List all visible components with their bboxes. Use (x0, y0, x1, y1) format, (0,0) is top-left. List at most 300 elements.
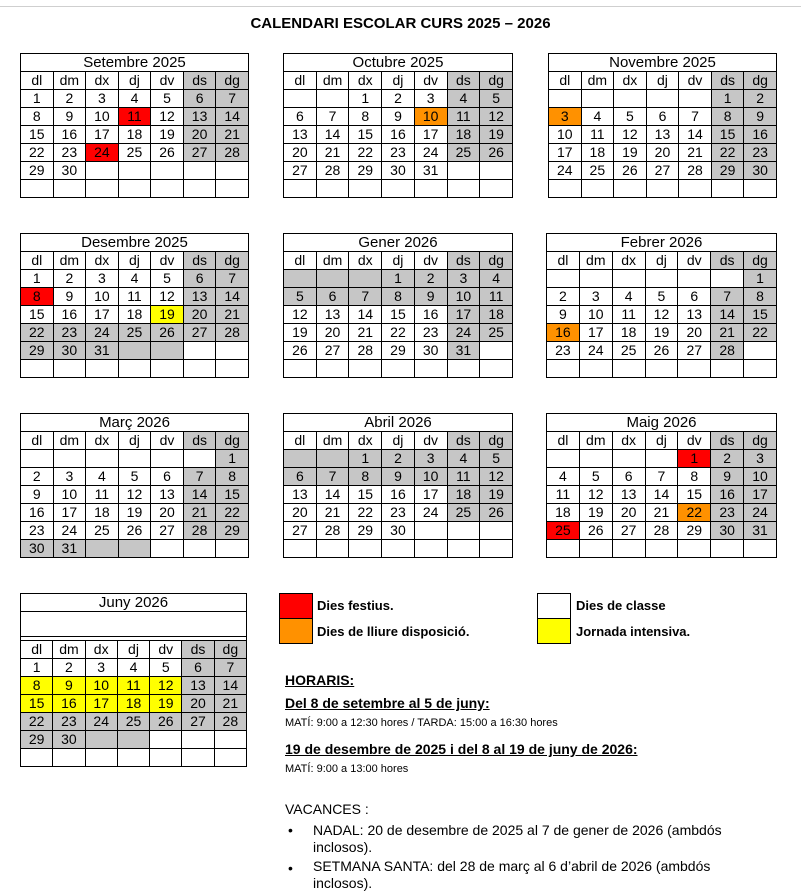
day-cell: 31 (86, 342, 119, 360)
day-cell: 17 (579, 324, 612, 342)
empty-cell (447, 180, 480, 198)
empty-cell (579, 270, 612, 288)
day-cell: 29 (711, 162, 744, 180)
day-cell: 13 (612, 486, 645, 504)
day-cell: 8 (382, 288, 415, 306)
day-cell: 21 (645, 504, 678, 522)
day-cell: 30 (382, 162, 415, 180)
day-cell: 18 (612, 324, 645, 342)
legend-classe-swatch (537, 593, 571, 619)
day-cell: 22 (21, 713, 53, 731)
day-cell: 16 (382, 126, 415, 144)
day-cell: 16 (711, 486, 744, 504)
day-cell: 28 (316, 522, 349, 540)
day-cell: 4 (581, 108, 614, 126)
day-cell: 16 (53, 695, 85, 713)
day-cell: 13 (182, 677, 214, 695)
empty-cell (118, 162, 151, 180)
day-cell: 6 (612, 468, 645, 486)
day-cell: 17 (53, 504, 86, 522)
day-cell: 2 (382, 450, 415, 468)
day-cell: 9 (53, 288, 86, 306)
empty-cell (86, 162, 119, 180)
day-cell: 7 (183, 468, 216, 486)
day-cell: 23 (21, 522, 54, 540)
weekday-header: dl (547, 432, 580, 450)
day-cell: 28 (216, 324, 249, 342)
day-cell: 31 (447, 342, 480, 360)
day-cell: 15 (678, 486, 711, 504)
day-cell: 29 (21, 731, 53, 749)
weekday-header: dg (744, 432, 777, 450)
empty-cell (645, 450, 678, 468)
day-cell: 12 (118, 486, 151, 504)
day-cell: 22 (21, 324, 54, 342)
day-cell: 22 (349, 504, 382, 522)
day-cell: 25 (118, 144, 151, 162)
day-cell: 18 (118, 306, 151, 324)
weekday-header: dv (151, 72, 184, 90)
day-cell: 27 (284, 522, 317, 540)
weekday-header: dx (349, 72, 382, 90)
empty-cell (216, 180, 249, 198)
empty-cell (284, 540, 317, 558)
weekday-header: dv (679, 72, 712, 90)
day-cell: 8 (21, 288, 54, 306)
horaris-schedule-1: MATÍ: 9:00 a 12:30 hores / TARDA: 15:00 a 16:30 hores (285, 717, 558, 729)
empty-cell (21, 180, 54, 198)
empty-cell (447, 522, 480, 540)
day-cell: 26 (645, 342, 678, 360)
day-cell: 2 (53, 270, 86, 288)
day-cell: 26 (151, 324, 184, 342)
weekday-header: dx (614, 72, 647, 90)
weekday-header: dj (118, 72, 151, 90)
day-cell: 24 (86, 324, 119, 342)
empty-cell (214, 731, 246, 749)
day-cell: 8 (21, 677, 53, 695)
weekday-header: dl (547, 252, 580, 270)
empty-cell (316, 360, 349, 378)
day-cell: 15 (216, 486, 249, 504)
day-cell: 29 (678, 522, 711, 540)
weekday-header: dg (216, 252, 249, 270)
day-cell: 11 (118, 108, 151, 126)
empty-cell (86, 540, 119, 558)
day-cell: 4 (118, 270, 151, 288)
day-cell: 13 (678, 306, 711, 324)
legend-lliure-label: Dies de lliure disposició. (317, 624, 470, 639)
empty-cell (284, 360, 317, 378)
day-cell: 5 (480, 90, 513, 108)
month-calendar (283, 53, 513, 198)
day-cell: 2 (382, 90, 415, 108)
empty-cell (711, 360, 744, 378)
empty-cell (21, 749, 53, 767)
empty-cell (646, 180, 679, 198)
day-cell: 13 (646, 126, 679, 144)
day-cell: 24 (86, 144, 119, 162)
horaris-schedule-2: MATÍ: 9:00 a 13:00 hores (285, 763, 409, 775)
empty-cell (151, 180, 184, 198)
empty-cell (646, 90, 679, 108)
month-calendar (20, 413, 249, 558)
weekday-header: dm (316, 252, 349, 270)
horaris-period-1: Del 8 de setembre al 5 de juny: (285, 695, 490, 711)
weekday-header: dx (85, 641, 117, 659)
empty-cell (579, 540, 612, 558)
day-cell: 5 (150, 659, 182, 677)
weekday-header: dx (349, 252, 382, 270)
day-cell: 20 (284, 144, 317, 162)
day-cell: 14 (711, 306, 744, 324)
day-cell: 1 (349, 90, 382, 108)
empty-cell (679, 90, 712, 108)
day-cell: 3 (414, 450, 447, 468)
day-cell: 26 (480, 144, 513, 162)
day-cell: 25 (480, 324, 513, 342)
day-cell: 14 (316, 486, 349, 504)
weekday-header: dx (612, 432, 645, 450)
day-cell: 11 (117, 677, 149, 695)
weekday-header: dm (53, 641, 85, 659)
weekday-header: ds (183, 252, 216, 270)
weekday-header: dj (118, 252, 151, 270)
empty-cell (549, 90, 582, 108)
weekday-header: ds (711, 252, 744, 270)
weekday-header: dg (480, 72, 513, 90)
day-cell: 7 (216, 90, 249, 108)
day-cell: 9 (53, 108, 86, 126)
empty-cell (447, 540, 480, 558)
empty-cell (53, 180, 86, 198)
day-cell: 21 (349, 324, 382, 342)
day-cell: 29 (21, 342, 54, 360)
empty-cell (151, 342, 184, 360)
day-cell: 21 (679, 144, 712, 162)
day-cell: 16 (744, 126, 777, 144)
day-cell: 17 (414, 486, 447, 504)
empty-cell (447, 360, 480, 378)
day-cell: 10 (85, 677, 117, 695)
weekday-header: dm (53, 252, 86, 270)
day-cell: 12 (480, 468, 513, 486)
empty-cell (547, 270, 580, 288)
day-cell: 1 (382, 270, 415, 288)
day-cell: 1 (711, 90, 744, 108)
day-cell: 26 (480, 504, 513, 522)
day-cell: 16 (382, 486, 415, 504)
day-cell: 12 (284, 306, 317, 324)
day-cell: 4 (447, 90, 480, 108)
weekday-header: dx (349, 432, 382, 450)
day-cell: 10 (414, 468, 447, 486)
day-cell: 9 (21, 486, 54, 504)
day-cell: 1 (678, 450, 711, 468)
day-cell: 23 (53, 324, 86, 342)
day-cell: 25 (447, 504, 480, 522)
day-cell: 14 (183, 486, 216, 504)
empty-cell (614, 90, 647, 108)
empty-cell (284, 180, 317, 198)
empty-cell (316, 90, 349, 108)
day-cell: 21 (711, 324, 744, 342)
empty-cell (645, 540, 678, 558)
empty-cell (612, 360, 645, 378)
empty-cell (744, 342, 777, 360)
empty-cell (549, 180, 582, 198)
day-cell: 14 (645, 486, 678, 504)
empty-cell (480, 180, 513, 198)
weekday-header: dj (645, 252, 678, 270)
day-cell: 20 (316, 324, 349, 342)
vacances-setmana-line-2: inclosos). (313, 875, 373, 891)
month-calendar (546, 413, 777, 558)
day-cell: 6 (646, 108, 679, 126)
day-cell: 21 (316, 144, 349, 162)
empty-cell (216, 342, 249, 360)
empty-cell (711, 270, 744, 288)
empty-cell (480, 540, 513, 558)
day-cell: 21 (183, 504, 216, 522)
empty-cell (711, 180, 744, 198)
day-cell: 20 (646, 144, 679, 162)
day-cell: 30 (711, 522, 744, 540)
day-cell: 11 (612, 306, 645, 324)
day-cell: 9 (414, 288, 447, 306)
weekday-header: dj (382, 432, 415, 450)
empty-cell (151, 162, 184, 180)
day-cell: 20 (678, 324, 711, 342)
empty-cell (316, 450, 349, 468)
empty-cell (118, 540, 151, 558)
day-cell: 26 (579, 522, 612, 540)
month-name: Maig 2026 (547, 414, 777, 432)
weekday-header: ds (447, 432, 480, 450)
empty-cell (86, 180, 119, 198)
day-cell: 4 (86, 468, 119, 486)
day-cell: 2 (547, 288, 580, 306)
day-cell: 31 (414, 162, 447, 180)
empty-cell (150, 731, 182, 749)
day-cell: 21 (316, 504, 349, 522)
month-name: Febrer 2026 (547, 234, 777, 252)
empty-cell (53, 450, 86, 468)
day-cell: 2 (744, 90, 777, 108)
empty-cell (183, 162, 216, 180)
day-cell: 19 (150, 695, 182, 713)
day-cell: 18 (547, 504, 580, 522)
day-cell: 3 (86, 270, 119, 288)
weekday-header: ds (447, 72, 480, 90)
weekday-header: dx (86, 252, 119, 270)
month-calendar (20, 53, 249, 198)
empty-cell (414, 540, 447, 558)
day-cell: 26 (284, 342, 317, 360)
day-cell: 10 (414, 108, 447, 126)
top-rule (0, 6, 801, 7)
weekday-header: dm (53, 72, 86, 90)
weekday-header: dv (678, 252, 711, 270)
day-cell: 2 (711, 450, 744, 468)
weekday-header: dl (21, 72, 54, 90)
day-cell: 4 (117, 659, 149, 677)
day-cell: 22 (744, 324, 777, 342)
empty-cell (349, 180, 382, 198)
weekday-header: dg (480, 252, 513, 270)
day-cell: 10 (86, 108, 119, 126)
weekday-header: dl (284, 252, 317, 270)
empty-cell (612, 450, 645, 468)
day-cell: 23 (744, 144, 777, 162)
day-cell: 21 (216, 126, 249, 144)
day-cell: 27 (612, 522, 645, 540)
day-cell: 15 (21, 695, 53, 713)
day-cell: 17 (85, 695, 117, 713)
day-cell: 1 (349, 450, 382, 468)
weekday-header: dl (21, 252, 54, 270)
day-cell: 7 (316, 108, 349, 126)
empty-cell (214, 749, 246, 767)
weekday-header: dj (645, 432, 678, 450)
day-cell: 11 (581, 126, 614, 144)
day-cell: 9 (53, 677, 85, 695)
day-cell: 27 (151, 522, 184, 540)
empty-cell (480, 360, 513, 378)
empty-cell (118, 342, 151, 360)
empty-cell (711, 540, 744, 558)
blank-row (21, 612, 247, 637)
day-cell: 27 (284, 162, 317, 180)
empty-cell (612, 270, 645, 288)
day-cell: 9 (382, 468, 415, 486)
day-cell: 2 (53, 659, 85, 677)
day-cell: 16 (21, 504, 54, 522)
day-cell: 1 (744, 270, 777, 288)
weekday-header: dx (612, 252, 645, 270)
day-cell: 12 (150, 677, 182, 695)
empty-cell (316, 540, 349, 558)
legend-lliure-swatch (279, 618, 313, 644)
empty-cell (480, 162, 513, 180)
month-calendar (20, 593, 247, 767)
day-cell: 10 (744, 468, 777, 486)
day-cell: 22 (678, 504, 711, 522)
empty-cell (547, 540, 580, 558)
day-cell: 10 (579, 306, 612, 324)
day-cell: 17 (414, 126, 447, 144)
empty-cell (581, 90, 614, 108)
weekday-header: dx (86, 432, 119, 450)
day-cell: 25 (447, 144, 480, 162)
empty-cell (183, 360, 216, 378)
day-cell: 26 (150, 713, 182, 731)
day-cell: 10 (53, 486, 86, 504)
day-cell: 30 (414, 342, 447, 360)
empty-cell (744, 180, 777, 198)
day-cell: 20 (284, 504, 317, 522)
day-cell: 6 (151, 468, 184, 486)
day-cell: 19 (614, 144, 647, 162)
day-cell: 19 (480, 126, 513, 144)
day-cell: 11 (447, 468, 480, 486)
legend-classe-label: Dies de classe (576, 598, 666, 613)
day-cell: 21 (214, 695, 246, 713)
day-cell: 5 (284, 288, 317, 306)
weekday-header: ds (447, 252, 480, 270)
day-cell: 18 (86, 504, 119, 522)
day-cell: 24 (447, 324, 480, 342)
weekday-header: ds (182, 641, 214, 659)
vacances-nadal-line-2: inclosos). (313, 839, 373, 855)
day-cell: 22 (21, 144, 54, 162)
day-cell: 19 (480, 486, 513, 504)
legend-intensiva-swatch (537, 618, 571, 644)
empty-cell (151, 540, 184, 558)
day-cell: 1 (21, 659, 53, 677)
day-cell: 17 (549, 144, 582, 162)
day-cell: 31 (53, 540, 86, 558)
empty-cell (744, 360, 777, 378)
empty-cell (480, 342, 513, 360)
weekday-header: dm (316, 432, 349, 450)
day-cell: 4 (612, 288, 645, 306)
day-cell: 20 (183, 306, 216, 324)
day-cell: 28 (645, 522, 678, 540)
day-cell: 6 (182, 659, 214, 677)
month-name: Octubre 2025 (284, 54, 513, 72)
day-cell: 24 (579, 342, 612, 360)
empty-cell (678, 360, 711, 378)
day-cell: 28 (216, 144, 249, 162)
empty-cell (85, 749, 117, 767)
day-cell: 5 (614, 108, 647, 126)
vacances-title: VACANCES : (285, 801, 369, 817)
day-cell: 13 (316, 306, 349, 324)
day-cell: 30 (53, 342, 86, 360)
day-cell: 15 (349, 126, 382, 144)
empty-cell (645, 360, 678, 378)
empty-cell (612, 540, 645, 558)
empty-cell (53, 749, 85, 767)
day-cell: 5 (645, 288, 678, 306)
day-cell: 12 (151, 108, 184, 126)
month-calendar (546, 233, 777, 378)
weekday-header: ds (183, 72, 216, 90)
day-cell: 25 (612, 342, 645, 360)
day-cell: 6 (316, 288, 349, 306)
day-cell: 6 (678, 288, 711, 306)
weekday-header: dg (744, 252, 777, 270)
day-cell: 13 (284, 126, 317, 144)
empty-cell (21, 450, 54, 468)
day-cell: 24 (744, 504, 777, 522)
empty-cell (182, 749, 214, 767)
day-cell: 6 (284, 468, 317, 486)
day-cell: 5 (480, 450, 513, 468)
day-cell: 14 (216, 288, 249, 306)
day-cell: 1 (216, 450, 249, 468)
day-cell: 22 (349, 144, 382, 162)
day-cell: 30 (21, 540, 54, 558)
empty-cell (349, 270, 382, 288)
empty-cell (645, 270, 678, 288)
day-cell: 9 (744, 108, 777, 126)
empty-cell (579, 450, 612, 468)
day-cell: 1 (21, 270, 54, 288)
empty-cell (480, 522, 513, 540)
month-name: Març 2026 (21, 414, 249, 432)
